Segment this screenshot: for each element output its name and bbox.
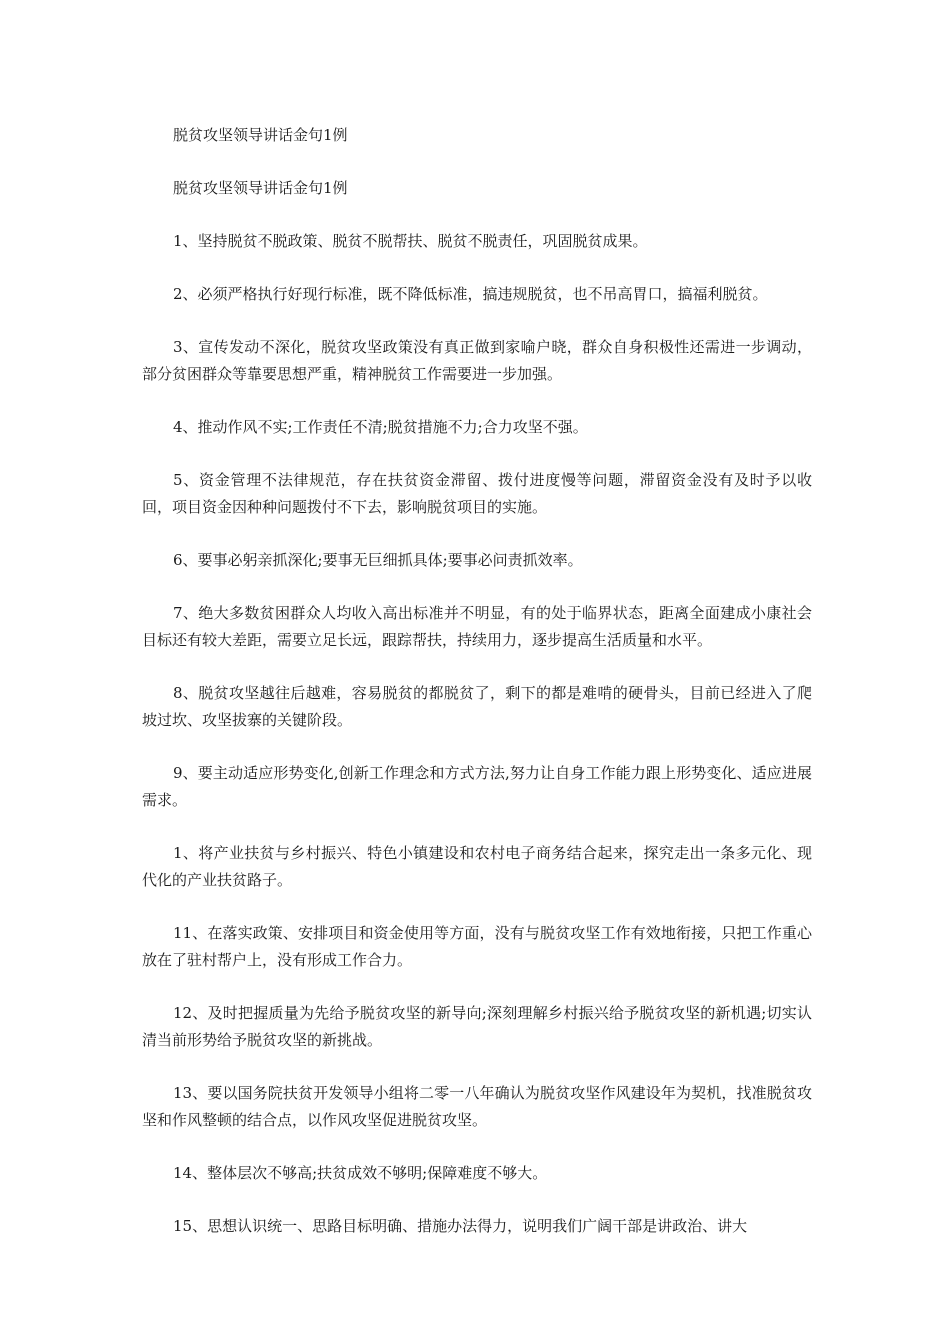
paragraph: 14、整体层次不够高;扶贫成效不够明;保障难度不够大。 <box>173 1164 548 1182</box>
paragraph: 8、脱贫攻坚越往后越难，容易脱贫的都脱贫了，剩下的都是难啃的硬骨头，目前已经进入了爬坡过坎、攻坚拔寨的关键阶段。 <box>142 684 812 729</box>
paragraph: 7、绝大多数贫困群众人均收入高出标准并不明显，有的处于临界状态，距离全面建成小康社会目标还有较大差距，需要立足长远，跟踪帮扶，持续用力，逐步提高生活质量和水平。 <box>142 604 812 649</box>
paragraph: 12、及时把握质量为先给予脱贫攻坚的新导向;深刻理解乡村振兴给予脱贫攻坚的新机遇;切实认清当前形势给予脱贫攻坚的新挑战。 <box>142 1004 812 1049</box>
document-title: 脱贫攻坚领导讲话金句1例 <box>173 126 348 144</box>
paragraph: 3、宣传发动不深化，脱贫攻坚政策没有真正做到家喻户晓，群众自身积极性还需进一步调动，部分贫困群众等靠要思想严重，精神脱贫工作需要进一步加强。 <box>142 338 812 383</box>
paragraph: 9、要主动适应形势变化,创新工作理念和方式方法,努力让自身工作能力跟上形势变化、适应进展需求。 <box>142 764 812 809</box>
document-subtitle: 脱贫攻坚领导讲话金句1例 <box>173 179 348 197</box>
paragraph: 11、在落实政策、安排项目和资金使用等方面，没有与脱贫攻坚工作有效地衔接，只把工作重心放在了驻村帮户上，没有形成工作合力。 <box>142 924 812 969</box>
paragraph: 2、必须严格执行好现行标准，既不降低标准，搞违规脱贫，也不吊高胃口，搞福利脱贫。 <box>173 285 768 303</box>
paragraph: 5、资金管理不法律规范，存在扶贫资金滞留、拨付进度慢等问题，滞留资金没有及时予以收回，项目资金因种种问题拨付不下去，影响脱贫项目的实施。 <box>142 471 812 516</box>
paragraph: 1、将产业扶贫与乡村振兴、特色小镇建设和农村电子商务结合起来，探究走出一条多元化、现代化的产业扶贫路子。 <box>142 844 812 889</box>
document-page <box>142 122 812 1266</box>
paragraph: 13、要以国务院扶贫开发领导小组将二零一八年确认为脱贫攻坚作风建设年为契机，找准脱贫攻坚和作风整顿的结合点，以作风攻坚促进脱贫攻坚。 <box>142 1084 812 1129</box>
paragraph: 6、要事必躬亲抓深化;要事无巨细抓具体;要事必问责抓效率。 <box>173 551 583 569</box>
paragraph: 15、思想认识统一、思路目标明确、措施办法得力，说明我们广阔干部是讲政治、讲大 <box>173 1217 748 1235</box>
paragraph: 1、坚持脱贫不脱政策、脱贫不脱帮扶、脱贫不脱责任，巩固脱贫成果。 <box>173 232 648 250</box>
paragraph: 4、推动作风不实;工作责任不清;脱贫措施不力;合力攻坚不强。 <box>173 418 588 436</box>
